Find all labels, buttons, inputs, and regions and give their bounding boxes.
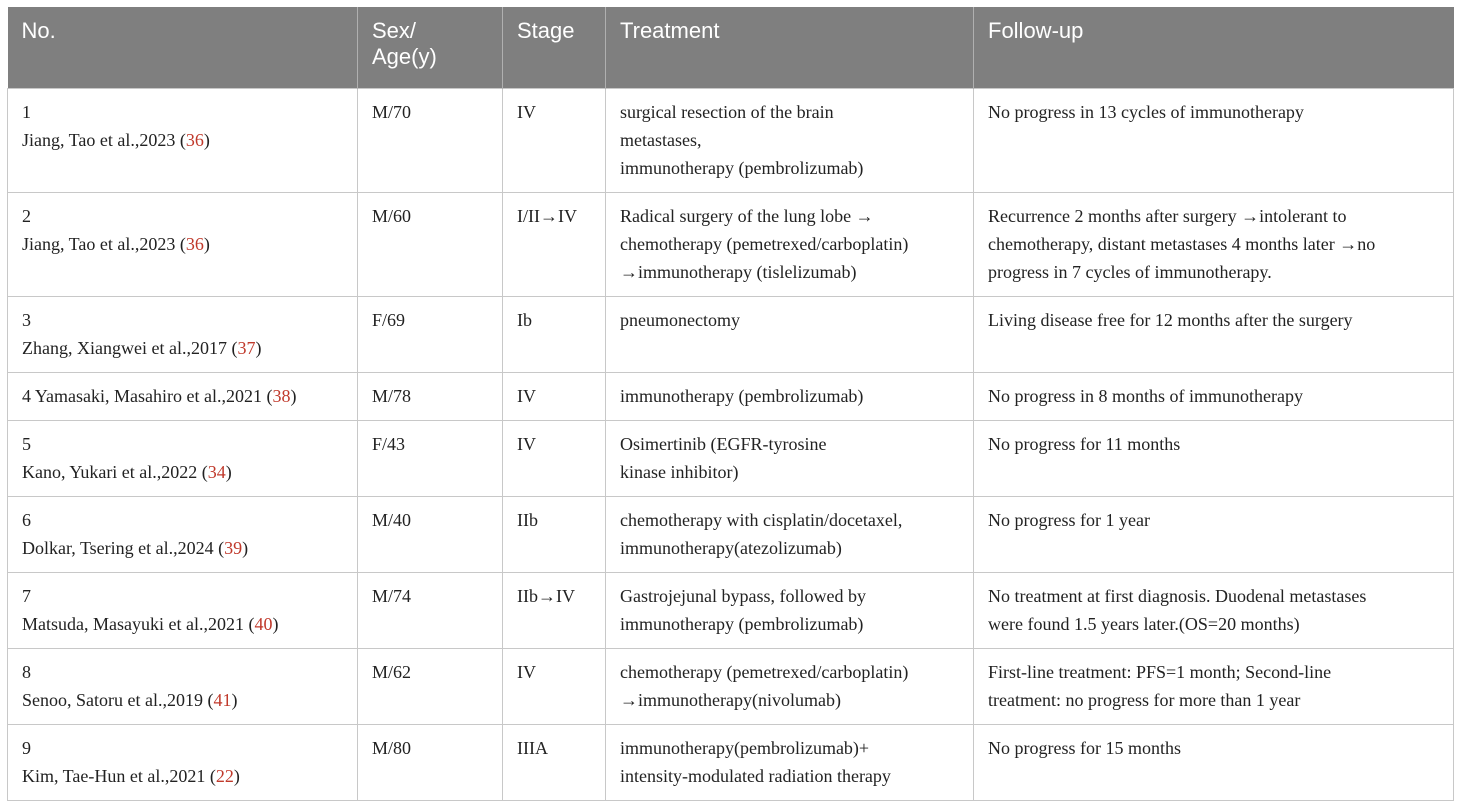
treatment-line: →immunotherapy(nivolumab) bbox=[620, 689, 841, 710]
treatment-line: chemotherapy (pemetrexed/carboplatin) bbox=[620, 233, 909, 254]
reference-number: 41 bbox=[213, 689, 232, 710]
treatment-line: →immunotherapy (tislelizumab) bbox=[620, 261, 857, 282]
author-citation: Jiang, Tao et al.,2023 bbox=[22, 233, 176, 254]
follow-up-line: First-line treatment: PFS=1 month; Second-line bbox=[988, 661, 1332, 682]
cell-sex-age bbox=[358, 648, 503, 724]
treatment-line: pneumonectomy bbox=[620, 309, 740, 330]
case-number: 9 bbox=[22, 737, 31, 758]
cell-treatment bbox=[606, 724, 974, 800]
stage-value: IIIA bbox=[517, 737, 548, 758]
cell-treatment bbox=[606, 372, 974, 420]
cell-no: 2 Jiang, Tao et al.,2023 (36) bbox=[8, 192, 358, 296]
case-number: 4 bbox=[22, 385, 31, 406]
stage-value: IV bbox=[517, 101, 536, 122]
cell-treatment bbox=[606, 420, 974, 496]
treatment-line: immunotherapy (pembrolizumab) bbox=[620, 157, 864, 178]
cell-sex-age bbox=[358, 192, 503, 296]
cell-sex-age bbox=[358, 496, 503, 572]
sex-age-value: M/74 bbox=[372, 585, 412, 606]
cell-treatment bbox=[606, 296, 974, 372]
cell-stage bbox=[503, 192, 606, 296]
reference-number: 40 bbox=[254, 613, 273, 634]
stage-value: IV bbox=[517, 433, 536, 454]
header-row bbox=[8, 7, 1454, 88]
follow-up-line: No progress for 1 year bbox=[988, 509, 1150, 530]
treatment-line: Gastrojejunal bypass, followed by bbox=[620, 585, 866, 606]
follow-up-line: chemotherapy, distant metastases 4 months later →no bbox=[988, 233, 1376, 254]
author-citation: Jiang, Tao et al.,2023 bbox=[22, 129, 176, 150]
follow-up-line: were found 1.5 years later.(OS=20 months) bbox=[988, 613, 1300, 634]
case-table bbox=[7, 7, 1454, 801]
author-citation: Kano, Yukari et al.,2022 bbox=[22, 461, 198, 482]
author-citation: Matsuda, Masayuki et al.,2021 bbox=[22, 613, 244, 634]
follow-up-line: No progress for 11 months bbox=[988, 433, 1181, 454]
stage-value: IV bbox=[517, 661, 536, 682]
cell-stage bbox=[503, 420, 606, 496]
treatment-line: Osimertinib (EGFR-tyrosine bbox=[620, 433, 827, 454]
cell-follow-up bbox=[974, 420, 1454, 496]
cell-treatment bbox=[606, 496, 974, 572]
sex-age-value: M/78 bbox=[372, 385, 412, 406]
case-number: 2 bbox=[22, 205, 31, 226]
cell-sex-age bbox=[358, 572, 503, 648]
follow-up-line: progress in 7 cycles of immunotherapy. bbox=[988, 261, 1272, 282]
table-row bbox=[8, 572, 1454, 648]
treatment-line: immunotherapy(pembrolizumab)+ bbox=[620, 737, 870, 758]
case-number: 5 bbox=[22, 433, 31, 454]
header-no bbox=[8, 7, 358, 88]
reference-number: 36 bbox=[185, 129, 204, 150]
sex-age-value: M/40 bbox=[372, 509, 412, 530]
author-citation: Kim, Tae-Hun et al.,2021 bbox=[22, 765, 206, 786]
cell-no: 1 Jiang, Tao et al.,2023 (36) bbox=[8, 88, 358, 192]
author-citation: Senoo, Satoru et al.,2019 bbox=[22, 689, 203, 710]
header-stage bbox=[503, 7, 606, 88]
cell-follow-up bbox=[974, 296, 1454, 372]
cell-stage bbox=[503, 572, 606, 648]
cell-stage bbox=[503, 296, 606, 372]
sex-age-value: F/43 bbox=[372, 433, 406, 454]
cell-treatment bbox=[606, 648, 974, 724]
reference-number: 34 bbox=[207, 461, 226, 482]
cell-stage bbox=[503, 372, 606, 420]
author-citation: Dolkar, Tsering et al.,2024 bbox=[22, 537, 214, 558]
reference-number: 22 bbox=[215, 765, 234, 786]
table-row bbox=[8, 296, 1454, 372]
treatment-line: surgical resection of the brain bbox=[620, 101, 834, 122]
author-citation: Yamasaki, Masahiro et al.,2021 bbox=[34, 385, 262, 406]
header-treatment bbox=[606, 7, 974, 88]
reference-number: 39 bbox=[224, 537, 243, 558]
table-row bbox=[8, 648, 1454, 724]
cell-sex-age bbox=[358, 296, 503, 372]
case-number: 8 bbox=[22, 661, 31, 682]
treatment-line: Radical surgery of the lung lobe → bbox=[620, 205, 874, 226]
reference-number: 38 bbox=[272, 385, 291, 406]
author-citation: Zhang, Xiangwei et al.,2017 bbox=[22, 337, 232, 358]
table-row bbox=[8, 192, 1454, 296]
treatment-line: immunotherapy (pembrolizumab) bbox=[620, 385, 864, 406]
cell-stage bbox=[503, 88, 606, 192]
cell-treatment bbox=[606, 88, 974, 192]
cell-stage bbox=[503, 724, 606, 800]
cell-sex-age bbox=[358, 420, 503, 496]
header-label: No. bbox=[21, 18, 56, 43]
treatment-line: chemotherapy with cisplatin/docetaxel, bbox=[620, 509, 903, 530]
case-number: 1 bbox=[22, 101, 31, 122]
sex-age-value: M/60 bbox=[372, 205, 412, 226]
cell-sex-age bbox=[358, 724, 503, 800]
table-row bbox=[8, 724, 1454, 800]
reference-number: 36 bbox=[185, 233, 204, 254]
follow-up-line: treatment: no progress for more than 1 year bbox=[988, 689, 1301, 710]
cell-follow-up bbox=[974, 372, 1454, 420]
follow-up-line: No progress for 15 months bbox=[988, 737, 1181, 758]
header-label: Sex/ Age(y) bbox=[372, 18, 437, 69]
header-label: Treatment bbox=[620, 18, 720, 43]
cell-stage bbox=[503, 648, 606, 724]
cell-no: 4 Yamasaki, Masahiro et al.,2021 (38) bbox=[8, 372, 358, 420]
case-number: 3 bbox=[22, 309, 31, 330]
sex-age-value: M/80 bbox=[372, 737, 412, 758]
treatment-line: kinase inhibitor) bbox=[620, 461, 739, 482]
table-row bbox=[8, 372, 1454, 420]
cell-follow-up bbox=[974, 648, 1454, 724]
stage-value: Ib bbox=[517, 309, 532, 330]
stage-value: I/II→IV bbox=[517, 205, 577, 226]
cell-no: 3 Zhang, Xiangwei et al.,2017 (37) bbox=[8, 296, 358, 372]
header-follow-up bbox=[974, 7, 1454, 88]
treatment-line: metastases, bbox=[620, 129, 702, 150]
cell-follow-up bbox=[974, 192, 1454, 296]
sex-age-value: M/62 bbox=[372, 661, 412, 682]
case-number: 7 bbox=[22, 585, 31, 606]
cell-treatment bbox=[606, 192, 974, 296]
cell-follow-up bbox=[974, 724, 1454, 800]
case-number: 6 bbox=[22, 509, 31, 530]
sex-age-value: M/70 bbox=[372, 101, 412, 122]
sex-age-value: F/69 bbox=[372, 309, 406, 330]
stage-value: IIb bbox=[517, 509, 538, 530]
table-row bbox=[8, 420, 1454, 496]
follow-up-line: No progress in 8 months of immunotherapy bbox=[988, 385, 1303, 406]
follow-up-line: No progress in 13 cycles of immunotherapy bbox=[988, 101, 1304, 122]
cell-follow-up bbox=[974, 572, 1454, 648]
header-sex-age bbox=[358, 7, 503, 88]
table-row bbox=[8, 88, 1454, 192]
header-label: Stage bbox=[517, 18, 575, 43]
cell-sex-age bbox=[358, 372, 503, 420]
treatment-line: immunotherapy (pembrolizumab) bbox=[620, 613, 864, 634]
cell-no: 6 Dolkar, Tsering et al.,2024 (39) bbox=[8, 496, 358, 572]
follow-up-line: Recurrence 2 months after surgery →intolerant to bbox=[988, 205, 1347, 226]
table-row bbox=[8, 496, 1454, 572]
table-body bbox=[8, 88, 1454, 800]
treatment-line: chemotherapy (pemetrexed/carboplatin) bbox=[620, 661, 909, 682]
follow-up-line: No treatment at first diagnosis. Duodenal metastases bbox=[988, 585, 1367, 606]
treatment-line: intensity-modulated radiation therapy bbox=[620, 765, 891, 786]
stage-value: IV bbox=[517, 385, 536, 406]
table-header bbox=[8, 7, 1454, 88]
cell-sex-age bbox=[358, 88, 503, 192]
cell-no: 8 Senoo, Satoru et al.,2019 (41) bbox=[8, 648, 358, 724]
reference-number: 37 bbox=[237, 337, 256, 358]
follow-up-line: Living disease free for 12 months after the surgery bbox=[988, 309, 1353, 330]
treatment-line: immunotherapy(atezolizumab) bbox=[620, 537, 842, 558]
cell-stage bbox=[503, 496, 606, 572]
header-label: Follow-up bbox=[988, 18, 1084, 43]
cell-treatment bbox=[606, 572, 974, 648]
cell-no: 5 Kano, Yukari et al.,2022 (34) bbox=[8, 420, 358, 496]
cell-no: 7 Matsuda, Masayuki et al.,2021 (40) bbox=[8, 572, 358, 648]
stage-value: IIb→IV bbox=[517, 585, 575, 606]
cell-follow-up bbox=[974, 88, 1454, 192]
cell-no: 9 Kim, Tae-Hun et al.,2021 (22) bbox=[8, 724, 358, 800]
cell-follow-up bbox=[974, 496, 1454, 572]
